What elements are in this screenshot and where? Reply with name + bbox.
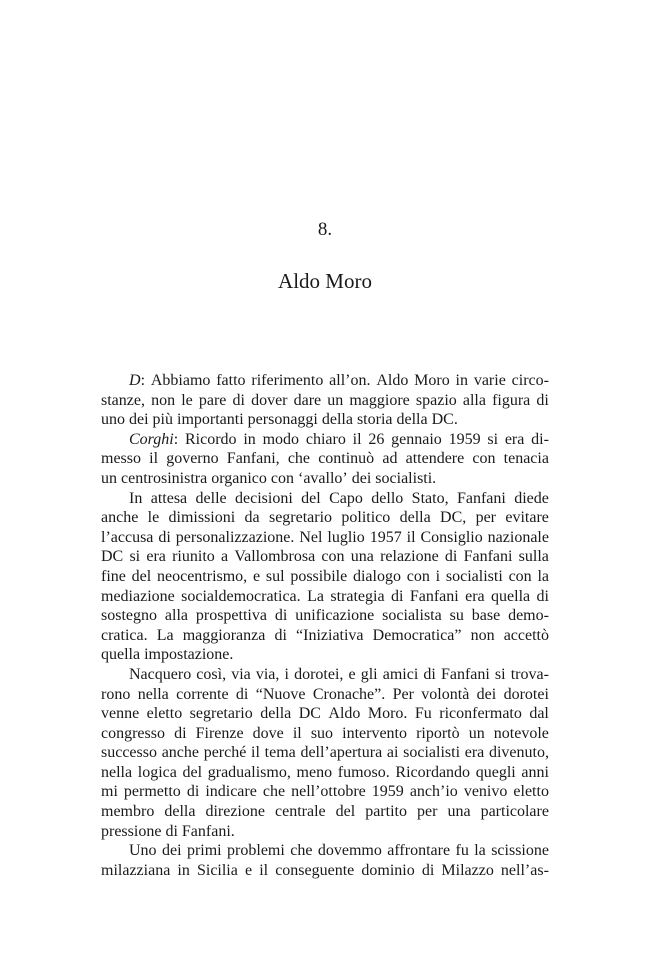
text-line (101, 861, 549, 881)
word: la (537, 567, 549, 585)
text-line (101, 665, 549, 685)
word: del (182, 763, 203, 781)
word: riportò (416, 724, 460, 742)
text-line (101, 430, 549, 450)
word: Fanfani (440, 665, 490, 683)
word: Fanfani, (226, 450, 280, 468)
word: il (292, 724, 302, 742)
word: che (287, 450, 311, 468)
word: intervento (342, 724, 407, 742)
word: DC, (440, 509, 467, 527)
word: di (158, 528, 171, 546)
body-text (101, 371, 549, 880)
word: Abbiamo (150, 372, 211, 389)
word: Fanfani (456, 489, 506, 507)
word: di (274, 607, 288, 625)
word: uno (101, 411, 125, 429)
text-line (101, 410, 549, 430)
word: a (220, 548, 229, 566)
word: Ricordando (395, 763, 471, 781)
word: dei (129, 411, 149, 429)
word: La (307, 587, 324, 605)
word: dei (161, 842, 182, 860)
word: neocentrismo, (156, 567, 248, 585)
word: del (301, 489, 321, 507)
word: milazziana (101, 861, 171, 879)
word: via, (255, 665, 280, 683)
text-line (101, 626, 549, 646)
word: storia (356, 411, 393, 429)
word: dorotei, (294, 665, 344, 683)
word: luglio (327, 528, 365, 546)
word: meno (296, 763, 333, 781)
word: ai (386, 744, 399, 762)
word: non (470, 626, 495, 644)
word: era (464, 744, 485, 762)
word: l’accusa (101, 528, 154, 546)
word: nell’ottobre (291, 783, 366, 801)
word: socialdemocratica. (181, 587, 301, 605)
word: DC. (431, 411, 458, 429)
word: 26 (368, 430, 385, 448)
word: in (455, 372, 468, 389)
word: il (259, 861, 269, 879)
word: divenuto, (488, 744, 549, 762)
text-line (101, 469, 549, 489)
word: quegli (475, 763, 516, 781)
text-line (101, 606, 549, 626)
word: suo (310, 724, 334, 742)
word: notevole (493, 724, 549, 742)
word: nella (101, 763, 133, 781)
word: dimissioni (168, 509, 236, 527)
word: di (390, 587, 404, 605)
word: gli (360, 665, 378, 683)
text-line (101, 822, 549, 842)
word: DC (101, 548, 124, 566)
text-line (101, 685, 549, 705)
word: della (321, 411, 353, 429)
word: spazio (415, 391, 457, 409)
word: via (231, 665, 251, 683)
word: della (260, 705, 292, 723)
word: un (101, 469, 117, 487)
word: venivo (463, 783, 508, 801)
word: fu (455, 842, 469, 860)
word: circo- (511, 372, 549, 389)
word: così, (196, 665, 227, 683)
word: si (129, 548, 141, 566)
word: nell’as- (500, 861, 549, 879)
word: attesa (150, 489, 188, 507)
word: era (146, 548, 166, 566)
word: nella (137, 685, 169, 703)
word: permetto (123, 783, 181, 801)
word: anni (521, 763, 549, 781)
word: amici (382, 665, 419, 683)
word: di (536, 587, 549, 605)
word: della (164, 803, 196, 821)
word: pressione (101, 822, 162, 840)
word: dei (476, 685, 497, 703)
word: anch’io (409, 783, 458, 801)
word: una (447, 803, 471, 821)
word: dello (371, 489, 404, 507)
word: socialisti. (375, 469, 437, 487)
word: da (244, 509, 260, 527)
word: Ricordo (185, 430, 237, 448)
word: in (177, 861, 190, 879)
word: perché (203, 744, 247, 762)
word: successo (101, 744, 157, 762)
text-line (101, 567, 549, 587)
word: congresso (101, 724, 165, 742)
word: base (471, 607, 501, 625)
word: riunito (172, 548, 215, 566)
word: diede (514, 489, 549, 507)
word: un (468, 724, 485, 742)
word: di (536, 391, 549, 409)
word: si (487, 430, 499, 448)
word: socialisti (445, 567, 503, 585)
word: si (494, 665, 506, 683)
word: sostegno (101, 607, 157, 625)
word: Sicilia (196, 861, 238, 879)
text-line (101, 763, 549, 783)
word: sul (265, 567, 285, 585)
word: fatto (216, 372, 246, 389)
word: il (352, 430, 362, 448)
chapter-title: Aldo Moro (278, 269, 372, 293)
word: ad (382, 450, 398, 468)
word: Capo (329, 489, 363, 507)
word: dell’apertura (300, 744, 383, 762)
word: Corghi: (129, 430, 179, 448)
word: Nel (299, 528, 323, 546)
word: di (274, 626, 287, 644)
word: Moro (414, 372, 450, 389)
word: Stato, (411, 489, 449, 507)
word: varie (473, 372, 506, 389)
text-line (101, 528, 549, 548)
word: dominio (361, 861, 415, 879)
word: stanze, (101, 391, 145, 409)
word: segretario (268, 509, 333, 527)
word: gennaio (391, 430, 442, 448)
word: dove (252, 724, 284, 742)
word: partito (365, 803, 407, 821)
word: riconfermato (439, 705, 522, 723)
word: i (284, 665, 289, 683)
word: segretario (189, 705, 253, 723)
word: mi (101, 783, 118, 801)
word: unificazione (295, 607, 375, 625)
word: Fu (414, 705, 432, 723)
word: prospettiva (195, 607, 267, 625)
word: demo- (508, 607, 549, 625)
word: affrontare (387, 842, 451, 860)
text-line (101, 508, 549, 528)
word: Fanfani (463, 548, 513, 566)
word: anche (161, 744, 199, 762)
word: membro (101, 803, 155, 821)
word: di (421, 861, 435, 879)
word: Fanfani. (181, 822, 235, 840)
word: Democratica” (372, 626, 462, 644)
word: Aldo (328, 705, 361, 723)
word: nazionale (487, 528, 549, 546)
word: alla (164, 607, 188, 625)
word: di (174, 724, 187, 742)
word: con (406, 567, 430, 585)
word: socialisti (403, 744, 461, 762)
word: Firenze (195, 724, 244, 742)
word: DC (298, 705, 321, 723)
word: indicare (205, 783, 257, 801)
word: quella (491, 587, 531, 605)
word: 1959 (448, 430, 481, 448)
word: figura (492, 391, 531, 409)
word: chiaro (305, 430, 346, 448)
text-line (101, 489, 549, 509)
word: personaggi (247, 411, 318, 429)
word: venne (101, 705, 140, 723)
word: strategia (330, 587, 385, 605)
word: gradualismo, (207, 763, 291, 781)
word: era (465, 587, 485, 605)
word: attendere (405, 450, 465, 468)
word: tema (264, 744, 296, 762)
word: rono (101, 685, 131, 703)
word: e (244, 861, 253, 879)
word: Uno (129, 842, 157, 860)
word: evitare (505, 509, 549, 527)
word: messo (101, 450, 141, 468)
word: logica (137, 763, 177, 781)
word: le (147, 509, 160, 527)
word: socialista (382, 607, 442, 625)
word: modo (262, 430, 300, 448)
word: con (472, 450, 496, 468)
word: non (151, 391, 176, 409)
word: continuò (318, 450, 375, 468)
word: riferimento (251, 372, 324, 389)
word: Cronache”. (312, 685, 386, 703)
word: In (129, 489, 143, 507)
word: direzione (205, 803, 265, 821)
text-line (101, 782, 549, 802)
word: del (335, 803, 356, 821)
word: anche (101, 509, 139, 527)
word: era (504, 430, 525, 448)
word: fine (101, 567, 126, 585)
word: 1957 (369, 528, 402, 546)
word: organico (211, 469, 267, 487)
word: “Iniziativa (296, 626, 364, 644)
word: maggioranza (182, 626, 266, 644)
word: Fanfani (409, 587, 459, 605)
text-line (101, 547, 549, 567)
word: eletto (513, 783, 549, 801)
word: fumoso. (337, 763, 390, 781)
word: con (508, 567, 532, 585)
chapter-number: 8. (317, 219, 333, 240)
word: scissione (491, 842, 549, 860)
word: in (243, 430, 256, 448)
text-line (101, 645, 549, 665)
word: dal (529, 705, 549, 723)
word: di (165, 822, 178, 840)
word: con (270, 469, 294, 487)
word: 1959 (371, 783, 404, 801)
word: conseguente (275, 861, 355, 879)
word: di (235, 685, 249, 703)
word: corrente (176, 685, 229, 703)
text-line (101, 371, 549, 391)
word: centrosinistra (121, 469, 208, 487)
word: dialogo (352, 567, 401, 585)
word: di- (531, 430, 549, 448)
word: che (290, 842, 313, 860)
word: centrale (275, 803, 326, 821)
word: decisioni (235, 489, 293, 507)
word: che (262, 783, 286, 801)
speaker-label: Corghi (129, 430, 174, 448)
text-line (101, 449, 549, 469)
word: governo (166, 450, 219, 468)
word: i (435, 567, 441, 585)
word: particolare (480, 803, 549, 821)
text-line (101, 841, 549, 861)
text-line (101, 391, 549, 411)
word: problemi (227, 842, 285, 860)
word: e (348, 665, 356, 683)
word: dare (293, 391, 322, 409)
word: ‘avallo’ (298, 469, 348, 487)
word: Consiglio (420, 528, 483, 546)
word: Moro. (367, 705, 408, 723)
word: dorotei (503, 685, 549, 703)
word: Nacquero (129, 665, 192, 683)
word: un (327, 391, 344, 409)
word: maggiore (349, 391, 410, 409)
word: eletto (146, 705, 183, 723)
word: alla (462, 391, 486, 409)
word: il (149, 450, 159, 468)
word: dovemmo (317, 842, 382, 860)
word: relazione (380, 548, 439, 566)
word: del (131, 567, 152, 585)
word: per (416, 803, 438, 821)
word: mediazione (101, 587, 175, 605)
word: di (444, 548, 458, 566)
word: di (423, 665, 436, 683)
word: di (232, 391, 245, 409)
word: quella (101, 646, 141, 664)
word: sulla (518, 548, 549, 566)
word: cratica. (101, 626, 148, 644)
word: dei (351, 469, 372, 487)
word: e (252, 567, 261, 585)
word: delle (195, 489, 227, 507)
word: D: (129, 372, 146, 389)
word: trova- (510, 665, 549, 683)
word: Milazzo (441, 861, 494, 879)
text-line (101, 704, 549, 724)
word: pare (198, 391, 227, 409)
word: impostazione. (144, 646, 234, 664)
word: su (449, 607, 464, 625)
word: il (406, 528, 416, 546)
word: tenacia (503, 450, 549, 468)
word: primi (186, 842, 222, 860)
word: “Nuove (255, 685, 306, 703)
word: importanti (177, 411, 244, 429)
word: dover (251, 391, 288, 409)
word: La (156, 626, 174, 644)
word: più (152, 411, 173, 429)
word: all’on. (329, 372, 371, 389)
word: della (396, 411, 428, 429)
word: della (399, 509, 431, 527)
word: possibile (290, 567, 348, 585)
word: accettò (503, 626, 549, 644)
word: di (186, 783, 200, 801)
word: per (475, 509, 497, 527)
word: una (350, 548, 374, 566)
speaker-label: D (129, 372, 141, 389)
text-line (101, 743, 549, 763)
text-line (101, 724, 549, 744)
word: le (181, 391, 193, 409)
word: personalizzazione. (175, 528, 295, 546)
word: Vallombrosa (234, 548, 316, 566)
word: Aldo (376, 372, 409, 389)
word: politico (341, 509, 391, 527)
word: volontà (421, 685, 470, 703)
text-line (101, 802, 549, 822)
word: Per (392, 685, 414, 703)
word: la (474, 842, 486, 860)
text-line (101, 587, 549, 607)
word: il (251, 744, 260, 762)
word: con (321, 548, 345, 566)
